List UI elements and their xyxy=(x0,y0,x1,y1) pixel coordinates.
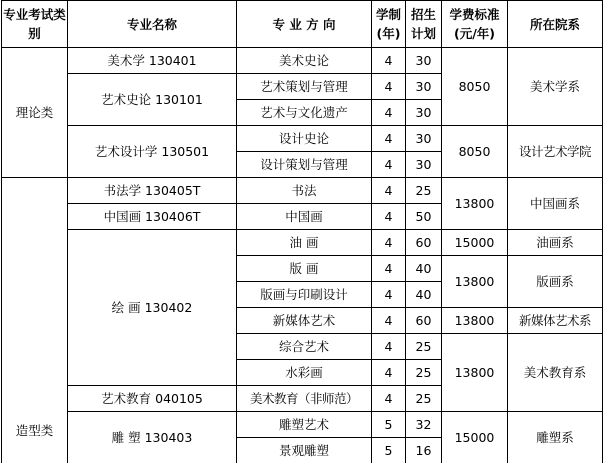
direction-cell: 美术教育（非师范） xyxy=(237,386,372,412)
table-row xyxy=(2,412,603,438)
table-row xyxy=(2,178,603,204)
direction-cell: 景观雕塑 xyxy=(237,438,372,463)
major-cell: 艺术设计学 130501 xyxy=(68,126,237,178)
fee-cell: 13800 xyxy=(442,308,508,334)
quota-cell: 25 xyxy=(406,360,442,386)
years-cell: 4 xyxy=(372,256,406,282)
years-cell: 4 xyxy=(372,178,406,204)
years-cell: 4 xyxy=(372,230,406,256)
table-row xyxy=(2,48,603,74)
years-cell: 4 xyxy=(372,126,406,152)
header-row xyxy=(2,1,603,48)
major-cell: 美术学 130401 xyxy=(68,48,237,74)
direction-cell: 设计史论 xyxy=(237,126,372,152)
years-cell: 4 xyxy=(372,308,406,334)
direction-cell: 新媒体艺术 xyxy=(237,308,372,334)
category-cell: 造型类 xyxy=(2,178,68,463)
quota-cell: 25 xyxy=(406,386,442,412)
quota-cell: 60 xyxy=(406,230,442,256)
dept-cell: 美术学系 xyxy=(508,48,603,126)
direction-cell: 艺术与文化遗产 xyxy=(237,100,372,126)
direction-cell: 书法 xyxy=(237,178,372,204)
quota-cell: 50 xyxy=(406,204,442,230)
major-cell: 绘 画 130402 xyxy=(68,230,237,386)
quota-cell: 30 xyxy=(406,74,442,100)
quota-cell: 32 xyxy=(406,412,442,438)
header-dept: 所在院系 xyxy=(508,1,603,48)
header-major: 专业名称 xyxy=(68,1,237,48)
quota-cell: 30 xyxy=(406,48,442,74)
quota-cell: 30 xyxy=(406,100,442,126)
major-cell: 中国画 130406T xyxy=(68,204,237,230)
fee-cell: 8050 xyxy=(442,48,508,126)
major-cell: 艺术史论 130101 xyxy=(68,74,237,126)
direction-cell: 中国画 xyxy=(237,204,372,230)
years-cell: 4 xyxy=(372,360,406,386)
quota-cell: 40 xyxy=(406,282,442,308)
quota-cell: 60 xyxy=(406,308,442,334)
dept-cell: 版画系 xyxy=(508,256,603,308)
fee-cell: 8050 xyxy=(442,126,508,178)
direction-cell: 设计策划与管理 xyxy=(237,152,372,178)
direction-cell: 水彩画 xyxy=(237,360,372,386)
direction-cell: 版画与印刷设计 xyxy=(237,282,372,308)
admissions-table xyxy=(1,0,603,463)
fee-cell: 13800 xyxy=(442,256,508,308)
fee-cell: 15000 xyxy=(442,412,508,463)
fee-cell: 13800 xyxy=(442,178,508,230)
direction-cell: 雕塑艺术 xyxy=(237,412,372,438)
years-cell: 4 xyxy=(372,204,406,230)
header-years: 学制(年) xyxy=(372,1,406,48)
years-cell: 5 xyxy=(372,412,406,438)
dept-cell: 中国画系 xyxy=(508,178,603,230)
header-fee: 学费标准(元/年) xyxy=(442,1,508,48)
category-cell: 理论类 xyxy=(2,48,68,178)
years-cell: 4 xyxy=(372,48,406,74)
years-cell: 4 xyxy=(372,100,406,126)
years-cell: 4 xyxy=(372,386,406,412)
header-quota: 招生计划 xyxy=(406,1,442,48)
years-cell: 4 xyxy=(372,152,406,178)
years-cell: 4 xyxy=(372,74,406,100)
header-category: 专业考试类别 xyxy=(2,1,68,48)
direction-cell: 油 画 xyxy=(237,230,372,256)
years-cell: 4 xyxy=(372,282,406,308)
dept-cell: 雕塑系 xyxy=(508,412,603,463)
years-cell: 4 xyxy=(372,334,406,360)
quota-cell: 25 xyxy=(406,334,442,360)
quota-cell: 40 xyxy=(406,256,442,282)
dept-cell: 设计艺术学院 xyxy=(508,126,603,178)
fee-cell: 15000 xyxy=(442,230,508,256)
direction-cell: 综合艺术 xyxy=(237,334,372,360)
quota-cell: 25 xyxy=(406,178,442,204)
direction-cell: 艺术策划与管理 xyxy=(237,74,372,100)
quota-cell: 30 xyxy=(406,152,442,178)
dept-cell: 美术教育系 xyxy=(508,334,603,412)
direction-cell: 版 画 xyxy=(237,256,372,282)
dept-cell: 油画系 xyxy=(508,230,603,256)
major-cell: 雕 塑 130403 xyxy=(68,412,237,463)
fee-cell: 13800 xyxy=(442,334,508,412)
quota-cell: 16 xyxy=(406,438,442,463)
years-cell: 5 xyxy=(372,438,406,463)
direction-cell: 美术史论 xyxy=(237,48,372,74)
major-cell: 艺术教育 040105 xyxy=(68,386,237,412)
header-direction: 专 业 方 向 xyxy=(237,1,372,48)
major-cell: 书法学 130405T xyxy=(68,178,237,204)
quota-cell: 30 xyxy=(406,126,442,152)
dept-cell: 新媒体艺术系 xyxy=(508,308,603,334)
table-row xyxy=(2,230,603,256)
table-row xyxy=(2,126,603,152)
